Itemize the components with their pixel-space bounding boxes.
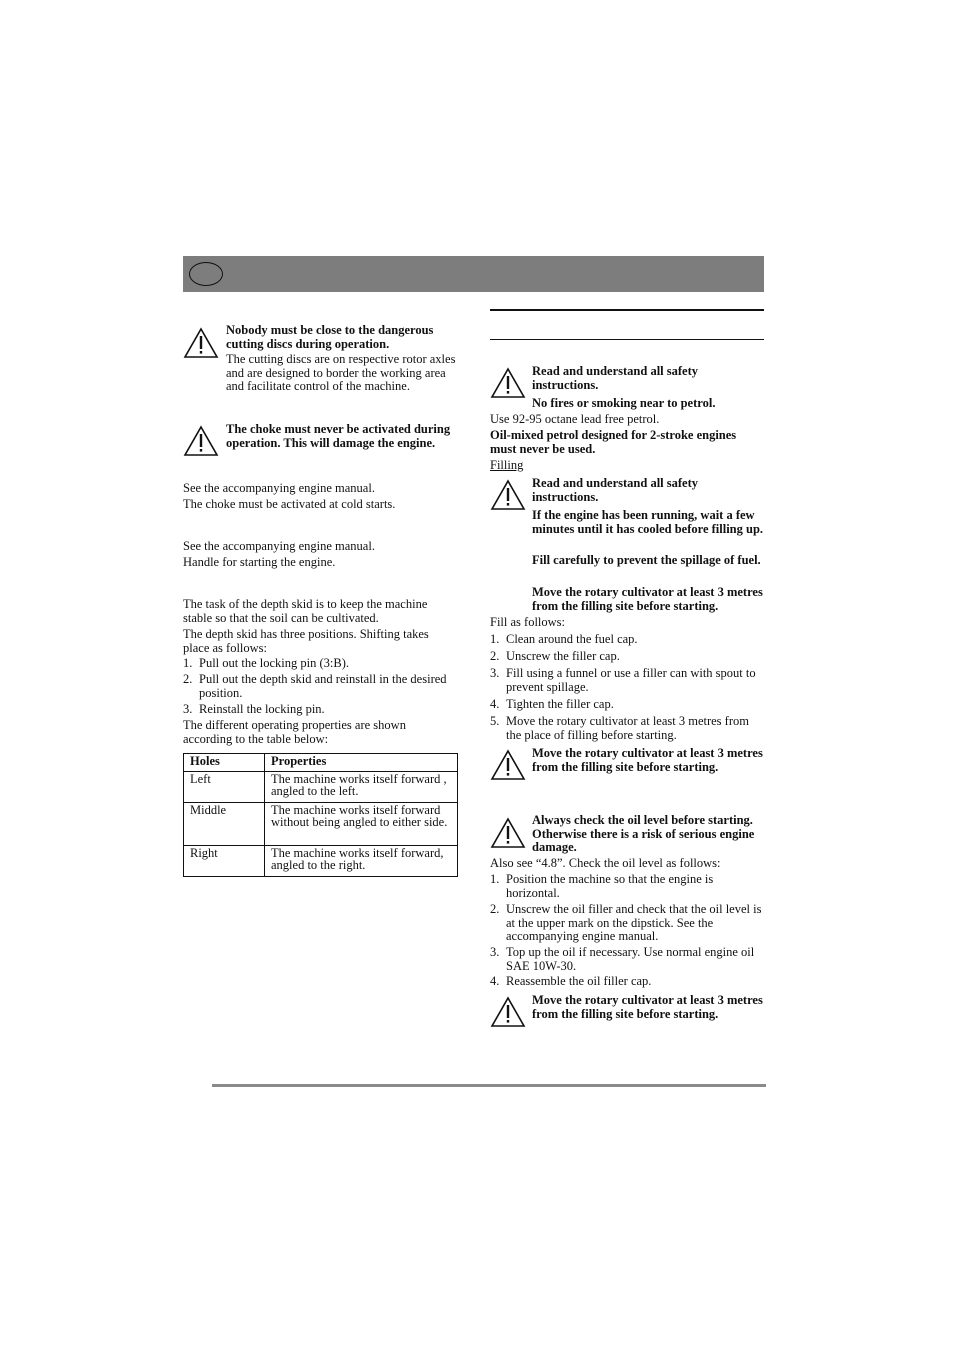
warning-text: Nobody must be close to the dangerous cutting discs during operation.: [226, 323, 434, 351]
table-cell: Middle: [184, 802, 265, 845]
language-oval-badge: [189, 262, 223, 286]
warning-triangle-icon: [183, 327, 219, 359]
warning-text: If the engine has been running, wait a few minutes until it has cooled before filling up.: [532, 508, 764, 536]
table-row: [184, 845, 458, 876]
paragraph: Use 92-95 octane lead free petrol.: [490, 412, 660, 426]
paragraph: Also see “4.8”. Check the oil level as follows:: [490, 856, 721, 870]
paragraph: See the accompanying engine manual.: [183, 481, 375, 495]
header-bar: [183, 256, 764, 292]
paragraph: The depth skid has three positions. Shifting takes place as follows:: [183, 627, 429, 655]
paragraph: The choke must be activated at cold starts.: [183, 497, 396, 511]
warning-text: Move the rotary cultivator at least 3 metres from the filling site before starting.: [532, 585, 763, 613]
list-item: 1. Clean around the fuel cap.: [490, 632, 638, 646]
section-rule: [490, 339, 764, 340]
paragraph: The task of the depth skid is to keep the machine stable so that the soil can be cultivated.: [183, 597, 428, 625]
list-item: 2. Unscrew the filler cap.: [490, 649, 620, 663]
warning-text: No fires or smoking near to petrol.: [532, 396, 716, 410]
warning-text: Move the rotary cultivator at least 3 metres from the filling site before starting.: [532, 746, 763, 774]
paragraph: Oil-mixed petrol designed for 2-stroke engines must never be used.: [490, 428, 737, 456]
list-item: 1. Position the machine so that the engine is horizontal.: [490, 872, 714, 900]
subheading-filling: Filling: [490, 458, 524, 472]
table-header: Holes: [184, 754, 265, 772]
list-item: 1. Pull out the locking pin (3:B).: [183, 656, 349, 670]
section-rule: [490, 309, 764, 311]
warning-triangle-icon: [490, 817, 526, 849]
table-cell: Left: [184, 771, 265, 802]
list-item: 5. Move the rotary cultivator at least 3 metres from the place of filling before starting.: [490, 714, 749, 742]
warning-triangle-icon: [490, 749, 526, 781]
warning-triangle-icon: [490, 479, 526, 511]
list-item: 2. Unscrew the oil filler and check that the oil level is at the upper mark on the dipstick. See the accompanying engine manual.: [490, 902, 762, 944]
table-row: [184, 802, 458, 845]
paragraph: Handle for starting the engine.: [183, 555, 336, 569]
list-item: 3. Top up the oil if necessary. Use normal engine oil SAE 10W-30.: [490, 945, 755, 973]
table-row: [184, 771, 458, 802]
warning-text: Read and understand all safety instructions.: [532, 364, 698, 392]
warning-text: Always check the oil level before starting. Otherwise there is a risk of serious engine damage.: [532, 813, 755, 855]
warning-triangle-icon: [490, 367, 526, 399]
paragraph: Fill as follows:: [490, 615, 566, 629]
warning-text: The choke must never be activated during operation. This will damage the engine.: [226, 422, 451, 450]
warning-triangle-icon: [490, 996, 526, 1028]
table-header: Properties: [265, 754, 458, 772]
list-item: 4. Reassemble the oil filler cap.: [490, 974, 652, 988]
list-item: 3. Reinstall the locking pin.: [183, 702, 325, 716]
warning-text: Move the rotary cultivator at least 3 metres from the filling site before starting.: [532, 993, 763, 1021]
list-item: 2. Pull out the depth skid and reinstall in the desired position.: [183, 672, 447, 700]
table-header-row: [184, 754, 458, 772]
footer-rule: [212, 1084, 766, 1087]
properties-table: [183, 753, 458, 877]
table-cell: The machine works itself forward, angled to the right.: [265, 845, 458, 876]
list-item: 4. Tighten the filler cap.: [490, 697, 614, 711]
paragraph: See the accompanying engine manual.: [183, 539, 375, 553]
table-cell: The machine works itself forward , angled to the left.: [265, 771, 458, 802]
warning-text: Fill carefully to prevent the spillage of fuel.: [532, 553, 761, 567]
warning-triangle-icon: [183, 425, 219, 457]
warning-text: Read and understand all safety instructions.: [532, 476, 698, 504]
list-item: 3. Fill using a funnel or use a filler can with spout to prevent spillage.: [490, 666, 756, 694]
table-cell: The machine works itself forward without being angled to either side.: [265, 802, 458, 845]
paragraph: The different operating properties are shown according to the table below:: [183, 718, 406, 746]
paragraph: The cutting discs are on respective rotor axles and are designed to border the working area and facilitate control of the machine.: [226, 352, 456, 394]
table-cell: Right: [184, 845, 265, 876]
